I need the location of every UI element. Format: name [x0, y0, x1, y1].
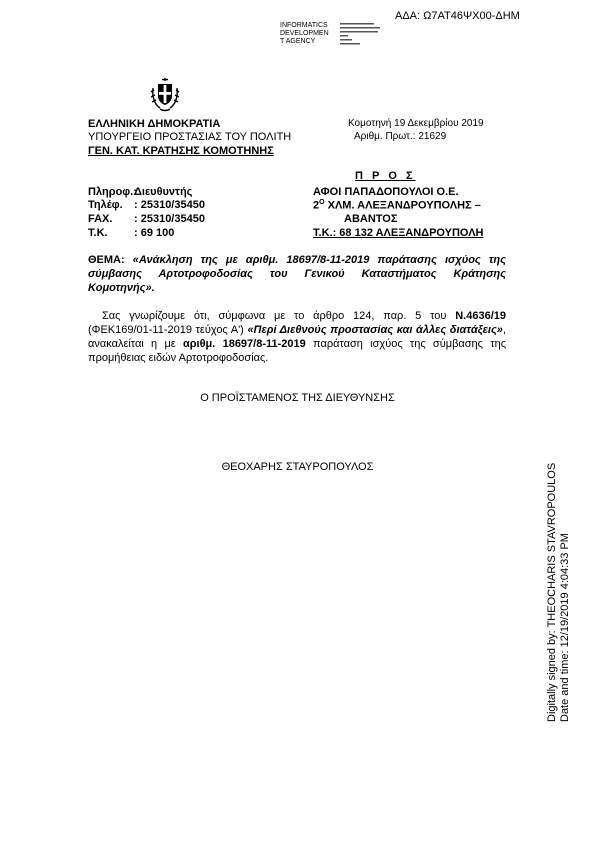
sender-department: ΓΕΝ. ΚΑΤ. ΚΡΑΤΗΣΗΣ ΚΟΜΟΤΗΝΗΣ — [88, 145, 274, 157]
document-date: Κομοτηνή 19 Δεκεμβρίου 2019 — [348, 118, 484, 129]
sender-republic: ΕΛΛΗΝΙΚΗ ΔΗΜΟΚΡΑΤΙΑ — [88, 118, 221, 130]
director-name: ΘΕΟΧΑΡΗΣ ΣΤΑΥΡΟΠΟΥΛΟΣ — [221, 461, 374, 473]
signature-signer: Digitally signed by: THEOCHARIS STAVROPOULOS — [546, 462, 558, 722]
recipient-address: $2^O$ ΧΛΜ. ΑΛΕΞΑΝΔΡΟΥΠΟΛΗΣ – — [313, 199, 481, 212]
contact-info: Πληροφ.:Διευθυντής — [88, 186, 193, 198]
ada-code: ΑΔΑ: Ω7ΑΤ46ΨΧ00-ΔΗΜ — [395, 10, 520, 22]
recipient-postcode: Τ.Κ.: 68 132 ΑΛΕΞΑΝΔΡΟΥΠΟΛΗ — [313, 227, 484, 239]
contact-fax: FAX. : 25310/35450 — [88, 213, 205, 225]
to-label: Π Ρ Ο Σ — [355, 170, 416, 182]
informatics-stamp-label: INFORMATICS DEVELOPMEN T AGENCY — [280, 22, 329, 45]
stamp-fine-print — [340, 22, 400, 52]
recipient-name: ΑΦΟΙ ΠΑΠΑΔΟΠΟΥΛΟΙ Ο.Ε. — [313, 186, 459, 198]
body-paragraph: Σας γνωρίζουμε ότι, σύμφωνα με το άρθρο 124, παρ. 5 του Ν.4636/19 (ΦΕΚ169/01-11-2019 τεύχος Α') «Περί Διεθνούς προστασίας και άλλες διατάξεις», ανακαλείται η με αριθμ. 18697/8-11-2019 παράταση ισχύος της σύμβασης της προμήθειας ειδών Αρτοτροφοδοσίας. — [88, 310, 507, 364]
contact-phone: Τηλέφ. : 25310/35450 — [88, 199, 205, 211]
director-title: Ο ΠΡΟΪΣΤΑΜΕΝΟΣ ΤΗΣ ΔΙΕΥΘΥΝΣΗΣ — [200, 392, 395, 404]
contact-postcode: Τ.Κ. : 69 100 — [88, 227, 175, 239]
signature-date: Date and time: 12/19/2019 4:04:33 PM — [559, 533, 571, 722]
sender-ministry: ΥΠΟΥΡΓΕΙΟ ΠΡΟΣΤΑΣΙΑΣ ΤΟΥ ΠΟΛΙΤΗ — [88, 131, 292, 143]
protocol-number: Αριθμ. Πρωτ.: 21629 — [354, 131, 447, 142]
greek-emblem-icon — [148, 76, 182, 112]
digital-signature — [535, 430, 575, 730]
subject: ΘΕΜΑ: «Ανάκληση της με αριθμ. 18697/8-11-2019 παράτασης ισχύος της σύμβασης Αρτοτροφοδοσίας του Γενικού Καταστήματος Κράτησης Κομοτηνής». — [88, 254, 506, 294]
recipient-address-2: ΑΒΑΝΤΟΣ — [344, 213, 398, 225]
